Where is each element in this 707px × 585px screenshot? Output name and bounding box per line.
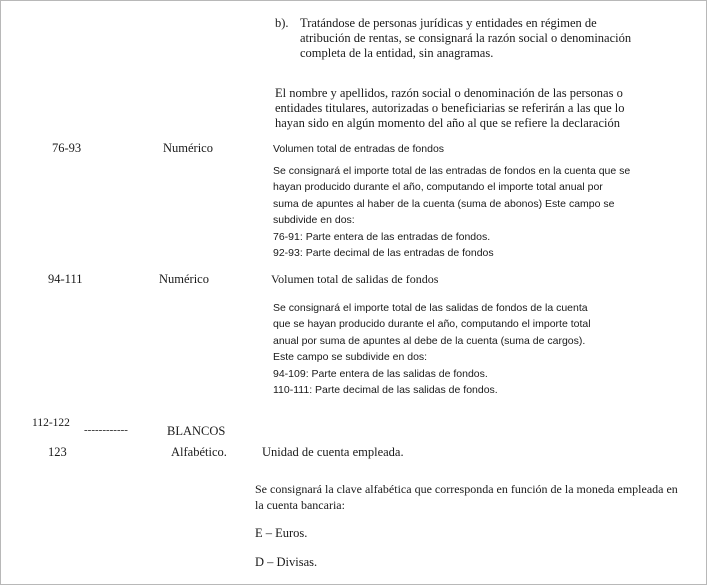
- item-b-line: atribución de rentas, se consignará la razón social o denominación: [300, 31, 632, 45]
- field-title: Unidad de cuenta empleada.: [262, 445, 404, 459]
- field-title: Volumen total de entradas de fondos: [273, 143, 445, 155]
- names-note-line: El nombre y apellidos, razón social o denominación de las personas o: [275, 86, 623, 100]
- description-line: 92-93: Parte decimal de las entradas de fondos: [273, 247, 494, 260]
- item-b-line: completa de la entidad, sin anagramas.: [300, 46, 494, 60]
- field-type: Numérico: [163, 141, 213, 155]
- description-line: 94-109: Parte entera de las salidas de fondos.: [273, 367, 488, 380]
- field-type: ------------: [84, 424, 128, 436]
- field-title: Volumen total de salidas de fondos: [271, 272, 439, 286]
- description-line: que se hayan producido durante el año, computando el importe total: [273, 318, 591, 331]
- field-description: [273, 163, 630, 261]
- field-type: Numérico: [159, 272, 209, 286]
- description-line: Se consignará el importe total de las entradas de fondos en la cuenta que se: [273, 165, 631, 177]
- field-description: [255, 481, 678, 513]
- field-position: 112-122: [32, 417, 70, 429]
- field-position: 76-93: [52, 141, 82, 155]
- item-b-marker: b).: [275, 16, 289, 30]
- description-line: subdivide en dos:: [273, 214, 355, 227]
- description-line: Se consignará la clave alfabética que corresponda en función de la moneda empleada en: [255, 482, 678, 496]
- currency-option-euros: E – Euros.: [255, 526, 308, 540]
- item-b-text: [300, 16, 631, 61]
- description-line: Este campo se subdivide en dos:: [273, 351, 428, 364]
- names-note-line: hayan sido en algún momento del año al que se refiere la declaración: [275, 116, 620, 130]
- names-note: [275, 86, 625, 131]
- field-description: [273, 300, 591, 398]
- description-line: Se consignará el importe total de las salidas de fondos de la cuenta: [273, 302, 588, 314]
- description-line: suma de apuntes al haber de la cuenta (suma de abonos) Este campo se: [273, 197, 615, 210]
- field-title: BLANCOS: [167, 424, 226, 438]
- field-position: 123: [48, 445, 67, 459]
- names-note-line: entidades titulares, autorizadas o beneficiarias se referirán a las que lo: [275, 101, 625, 115]
- item-b-line: Tratándose de personas jurídicas y entidades en régimen de: [300, 16, 597, 30]
- description-line: la cuenta bancaria:: [255, 498, 345, 512]
- description-line: anual por suma de apuntes al debe de la cuenta (suma de cargos).: [273, 334, 586, 347]
- currency-option-divisas: D – Divisas.: [255, 555, 318, 569]
- description-line: hayan producido durante el año, computando el importe total anual por: [273, 181, 603, 194]
- field-type: Alfabético.: [171, 445, 227, 459]
- description-line: 110-111: Parte decimal de las salidas de fondos.: [273, 384, 498, 397]
- field-position: 94-111: [48, 272, 83, 286]
- description-line: 76-91: Parte entera de las entradas de fondos.: [273, 230, 491, 243]
